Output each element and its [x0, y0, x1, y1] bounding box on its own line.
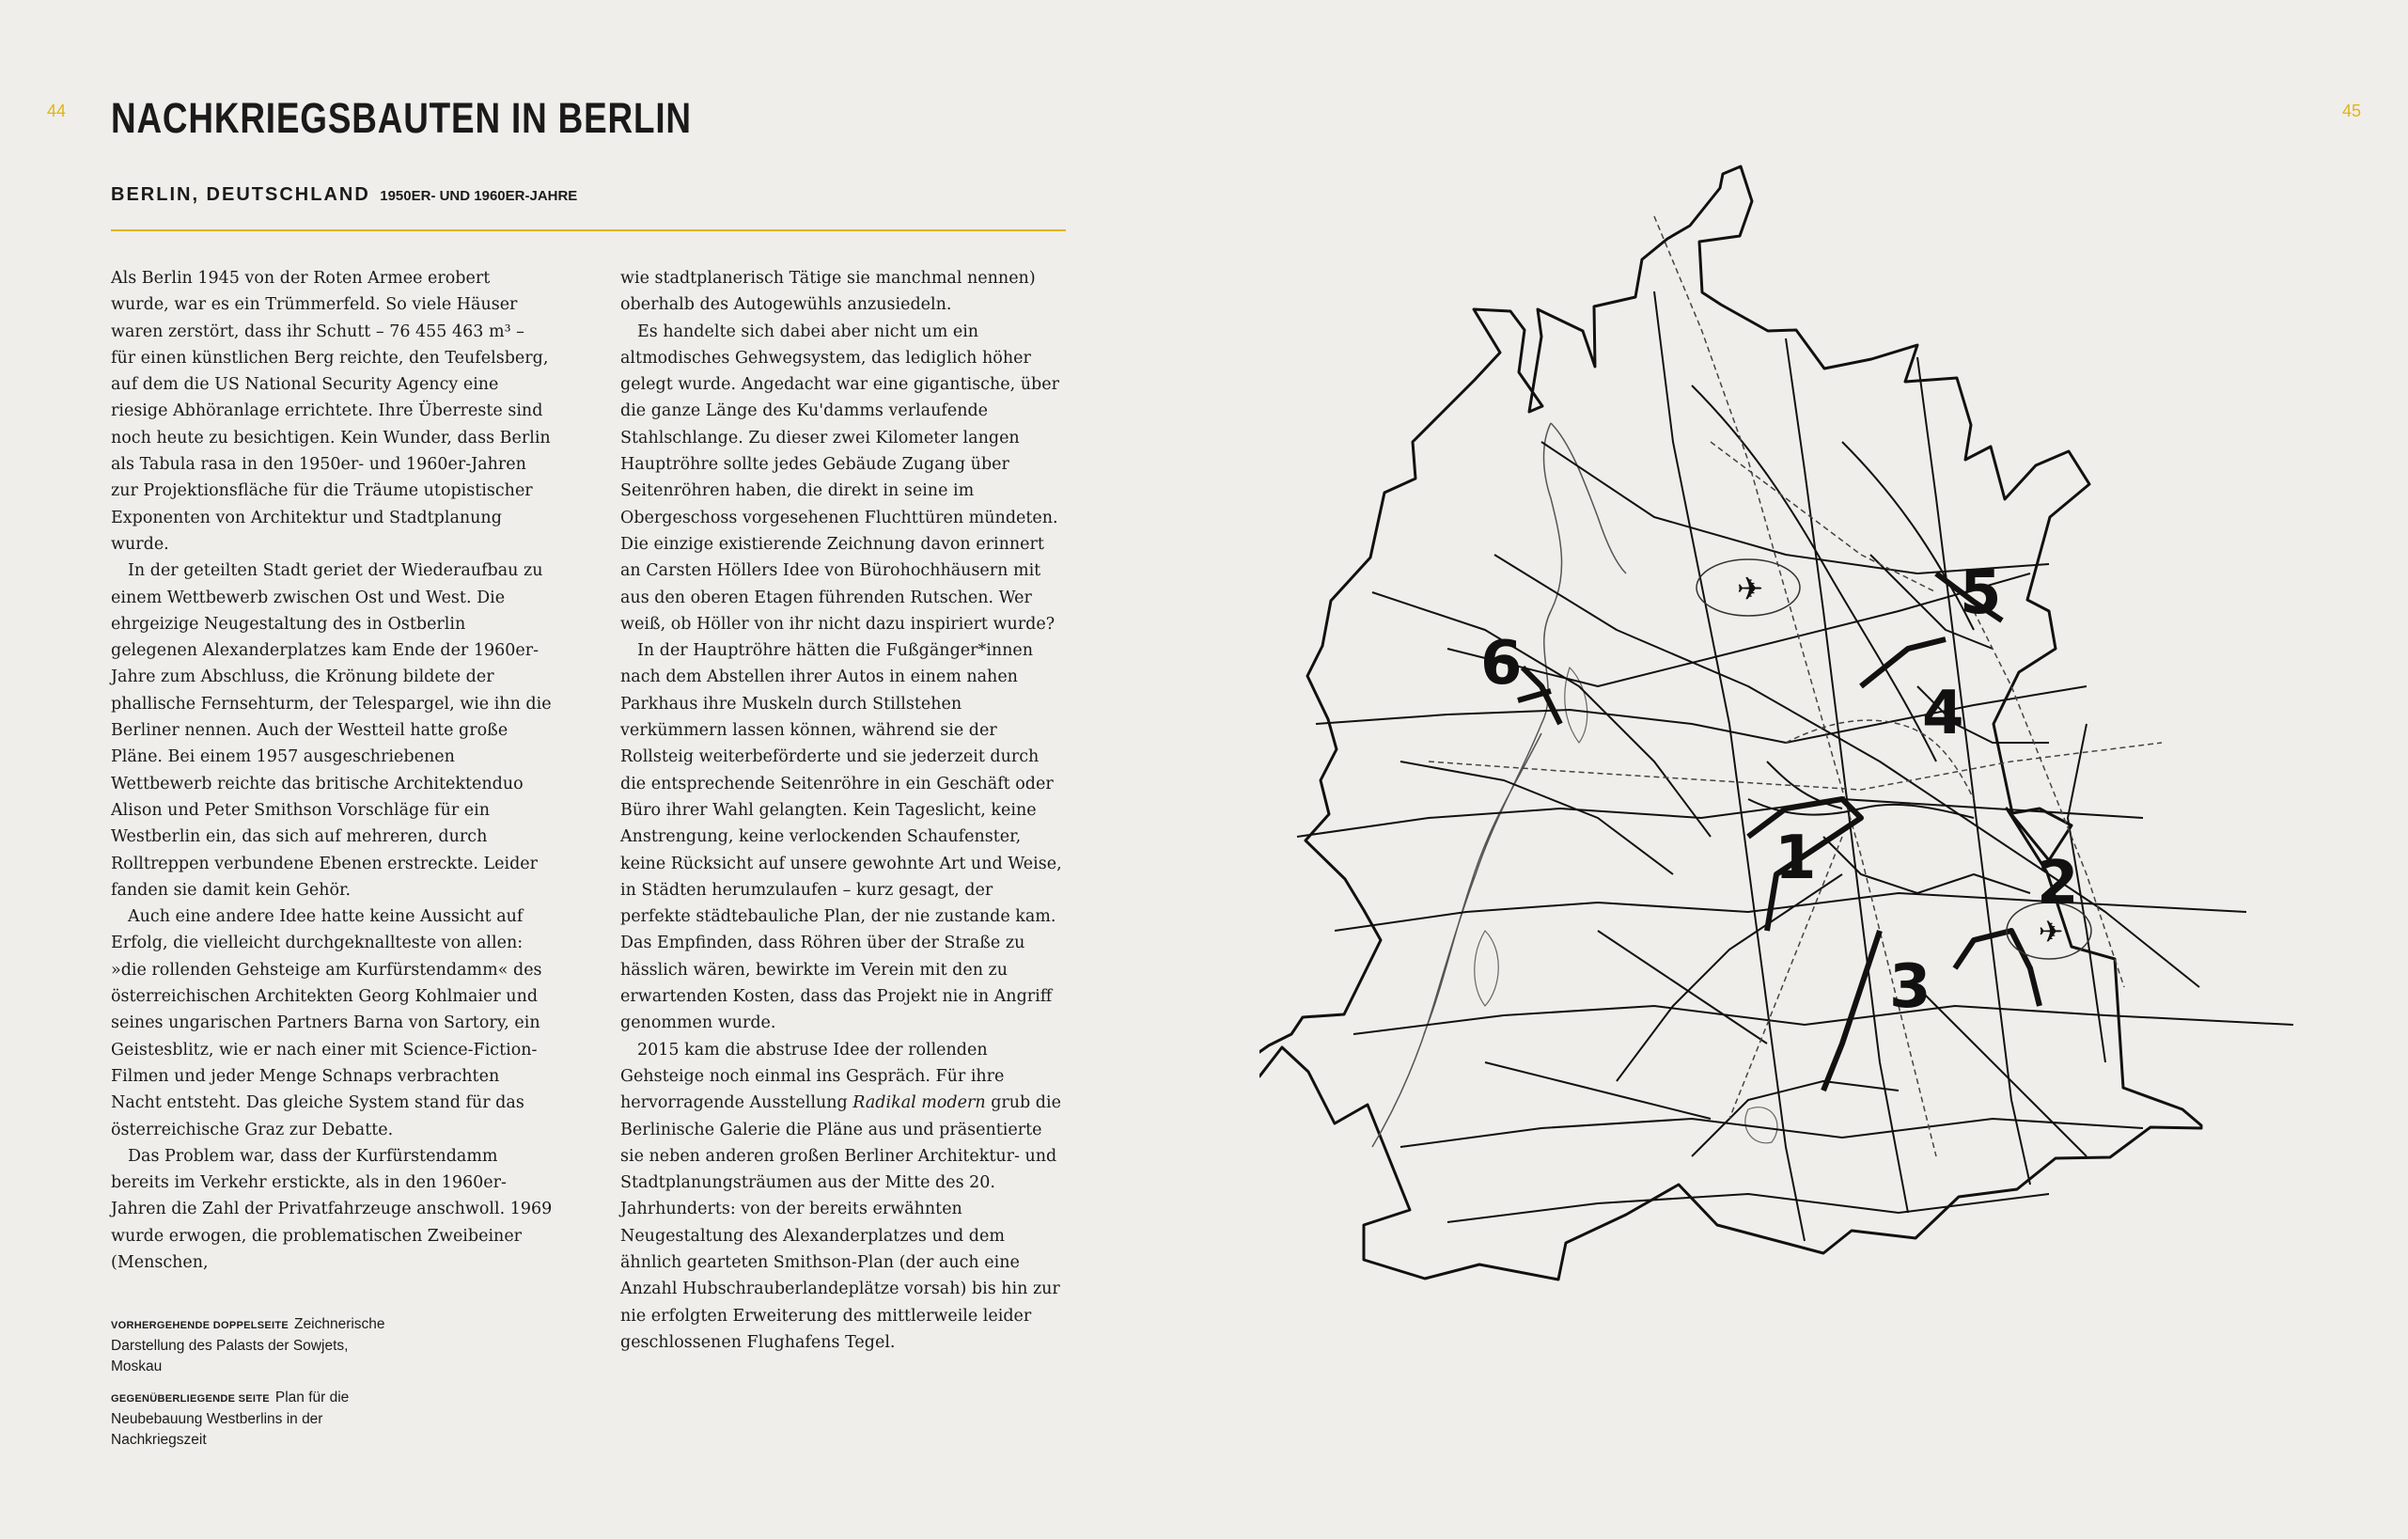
text-column-1	[111, 265, 553, 1276]
subtitle-period: 1950ER- UND 1960ER-JAHRE	[380, 188, 578, 204]
page-title: NACHKRIEGSBAUTEN IN BERLIN	[111, 94, 692, 142]
map-label: 6	[1480, 629, 1523, 699]
paragraph-part: 2015 kam die abstruse Idee der rollenden Gehsteige noch einmal ins Gespräch. Für ihre hervorragende Ausstellung	[620, 1040, 1005, 1113]
havel-river	[1372, 423, 1626, 1147]
caption-opposite-page	[111, 1388, 393, 1451]
caption-previous-spread	[111, 1314, 393, 1377]
paragraph: In der geteilten Stadt geriet der Wiederaufbau zu einem Wettbewerb zwischen Ost und West. Die ehrgeizige Neugestaltung des in Ostberlin gelegenen Alexanderplatzes kam Ende der 1960er-Jahre zum Abschluss, die Krönung bildete der phallische Fernsehturm, der Telespargel, wie ihn die Berliner nennen. Auch der Westteil hatte große Pläne. Bei einem 1957 ausgeschriebenen Wettbewerb reichte das britische Architektenduo Alison und Peter Smithson Vorschläge für ein Westberlin ein, das sich auf mehreren, durch Rolltreppen verbundene Ebenen erstreckte. Leider fanden sie damit kein Gehör.	[111, 561, 552, 900]
map-label: 4	[1922, 679, 1964, 748]
map-label: 1	[1775, 824, 1817, 893]
subtitle-place: BERLIN, DEUTSCHLAND	[111, 184, 370, 205]
paragraph-part: grub die Berlinische Galerie die Pläne aus und präsentierte sie neben anderen großen Berliner Architektur- und Stadtplanungsträumen aus der Mitte des 20. Jahrhunderts: von der bereits erwähnten Neugestaltung des Alexanderplatzes und dem ähnlich gearteten Smithson-Plan (der auch eine Anzahl Hubschrauberlandeplätze vorsah) bis hin zur nie erfolgten Erweiterung des mittlerweile leider geschlossenen Flughafens Tegel.	[620, 1093, 1061, 1352]
paragraph: Das Problem war, dass der Kurfürstendamm bereits im Verkehr erstickte, als in den 1960er-Jahren die Zahl der Privatfahrzeuge anschwoll. 1969 wurde erwogen, die problematischen Zweibeiner (Menschen,	[111, 1146, 553, 1272]
paragraph: Auch eine andere Idee hatte keine Aussicht auf Erfolg, die vielleicht durchgeknallteste von allen: »die rollenden Gehsteige am Kurfürstendamm« des österreichischen Architekten Georg Kohlmaier und seines ungarischen Partners Barna von Sartory, ein Geistesblitz, wie er nach einer mit Science-Fiction-Filmen und jeder Menge Schnaps verbrachten Nacht entsteht. Das gleiche System stand für das österreichische Graz zur Debatte.	[111, 907, 542, 1139]
map-label: 5	[1960, 558, 2002, 628]
caption-label: VORHERGEHENDE DOPPELSEITE	[111, 1320, 289, 1331]
airport-tegel	[1697, 559, 1800, 616]
page-number-right: 45	[2342, 102, 2362, 120]
paragraph: Als Berlin 1945 von der Roten Armee erobert wurde, war es ein Trümmerfeld. So viele Häuser waren zerstört, dass ihr Schutt – 76 455 463 m³ – für einen künstlichen Berg reichte, den Teufelsberg, auf dem die US National Security Agency eine riesige Abhöranlage errichtete. Ihre Überreste sind noch heute zu besichtigen. Kein Wunder, dass Berlin als Tabula rasa in den 1950er- und 1960er-Jahren zur Projektionsfläche für die Träume utopistischer Exponenten von Architektur und Stadtplanung wurde.	[111, 269, 551, 554]
paragraph: In der Hauptröhre hätten die Fußgänger*innen nach dem Abstellen ihrer Autos in einem nahen Parkhaus ihre Muskeln durch Stillstehen verkümmern lassen können, während sie der Rollsteig weiterbeförderte und sie jederzeit durch die entsprechende Seitenröhre in ein Geschäft oder Büro ihrer Wahl gelangten. Kein Tageslicht, keine Anstrengung, keine verlockenden Schaufenster, keine Rücksicht auf unsere gewohnte Art und Weise, in Städten herumzulaufen – kurz gesagt, der perfekte städtebauliche Plan, der nie zustande kam. Das Empfinden, dass Röhren über der Straße zu hässlich wären, bewirkte im Verein mit den zu erwartenden Kosten, dass das Projekt nie in Angriff genommen wurde.	[620, 641, 1062, 1033]
subtitle	[111, 184, 577, 206]
map-label: 3	[1889, 952, 1931, 1022]
title-divider	[111, 229, 1066, 231]
text-column-2	[620, 265, 1062, 1356]
caption-text: Plan für die Neubebauung Westberlins in der Nachkriegszeit	[111, 1390, 350, 1448]
map-drawing	[1259, 160, 2387, 1288]
city-boundary	[1259, 166, 2201, 1280]
paragraph: Es handelte sich dabei aber nicht um ein altmodisches Gehwegsystem, das lediglich höher gelegt wurde. Angedacht war eine gigantische, über die ganze Länge des Ku'damms verlaufende Stahlschlange. Zu dieser zwei Kilometer langen Hauptröhre sollte jedes Gebäude Zugang über Seitenröhren haben, die direkt in seine im Obergeschoss vorgesehenen Fluchttüren mündeten. Die einzige existierende Zeichnung davon erinnert an Carsten Höllers Idee von Bürohochhäusern mit aus den oberen Etagen führenden Rutschen. Wer weiß, ob Höller von ihr nicht dazu inspiriert wurde?	[620, 322, 1059, 634]
airplane-icon: ✈	[2038, 914, 2064, 950]
caption-label: GEGENÜBERLIEGENDE SEITE	[111, 1393, 270, 1405]
paragraph: wie stadtplanerisch Tätige sie manchmal nennen) oberhalb des Autogewühls anzusiedeln.	[620, 269, 1036, 315]
berlin-plan-map	[1259, 160, 2387, 1288]
page-number-left: 44	[47, 102, 67, 120]
street-network	[1297, 291, 2293, 1241]
airplane-icon: ✈	[1736, 571, 1764, 608]
map-label: 2	[2037, 849, 2079, 919]
paragraph	[620, 1037, 1062, 1357]
caption-text: Zeichnerische Darstellung des Palasts der Sowjets, Moskau	[111, 1316, 385, 1374]
exhibition-title: Radikal modern	[852, 1093, 986, 1113]
